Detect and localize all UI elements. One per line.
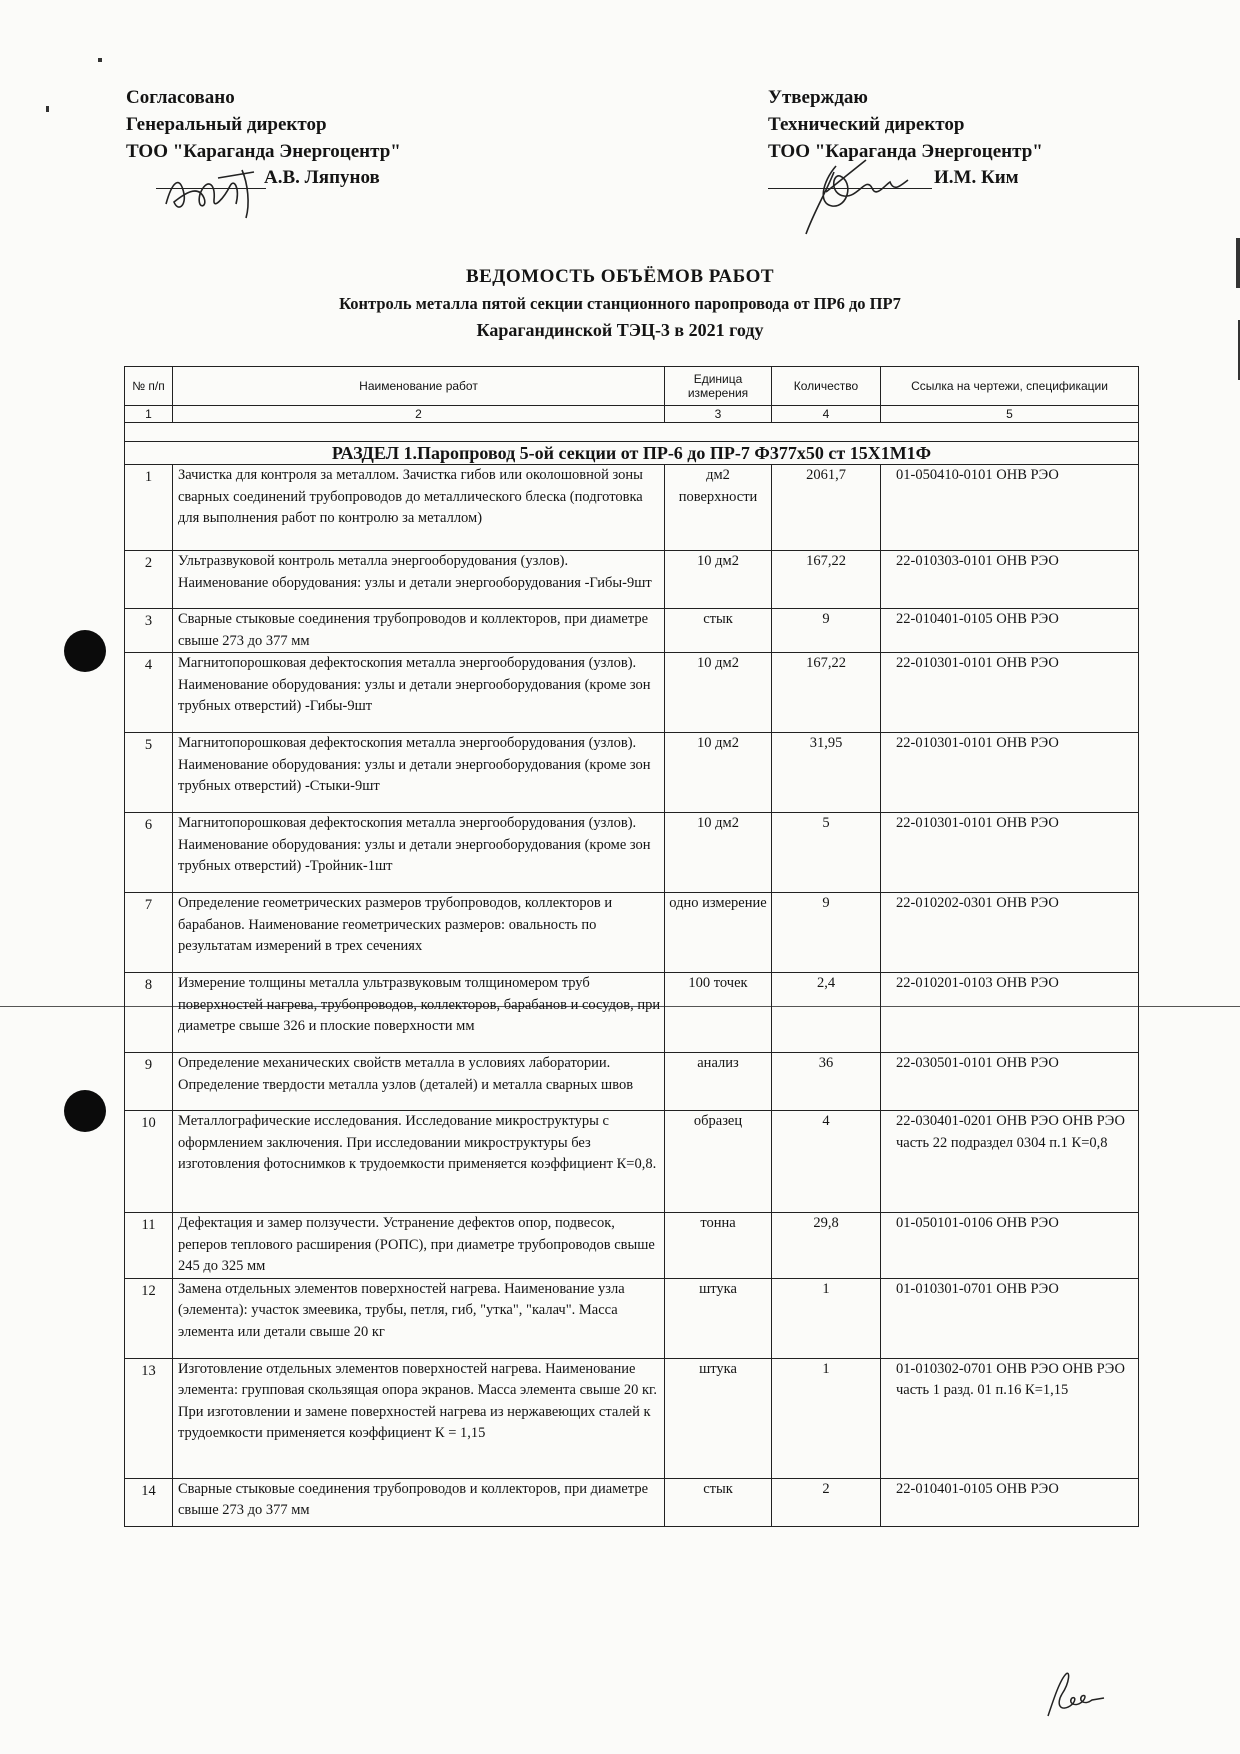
row-unit: анализ [665,1053,772,1111]
agreed-company: ТОО "Караганда Энергоцентр" [126,141,401,162]
punch-hole [64,630,106,672]
row-quantity: 1 [772,1358,881,1478]
row-number: 2 [125,551,173,609]
row-unit: штука [665,1358,772,1478]
header-ref: Ссылка на чертежи, спецификации [881,367,1139,406]
row-work-name: Ультразвуковой контроль металла энергооборудования (узлов). Наименование оборудования: узлы и детали энергооборудования -Гибы-9шт [173,551,665,609]
row-reference: 01-010301-0701 ОНВ РЭО [881,1278,1139,1358]
table-row [125,1358,1139,1478]
row-reference: 01-010302-0701 ОНВ РЭО ОНВ РЭО часть 1 разд. 01 п.16 К=1,15 [881,1358,1139,1478]
table-row [125,1053,1139,1111]
row-reference: 22-010301-0101 ОНВ РЭО [881,733,1139,813]
row-unit: одно измерение [665,893,772,973]
row-work-name: Магнитопорошковая дефектоскопия металла энергооборудования (узлов). Наименование оборудования: узлы и детали энергооборудования (кроме зон трубных отверстий) -Тройник-1шт [173,813,665,893]
signature-left [158,164,268,224]
row-work-name: Магнитопорошковая дефектоскопия металла энергооборудования (узлов). Наименование оборудования: узлы и детали энергооборудования (кроме зон трубных отверстий) -Гибы-9шт [173,653,665,733]
row-quantity: 167,22 [772,551,881,609]
row-reference: 22-010301-0101 ОНВ РЭО [881,653,1139,733]
approved-label: Утверждаю [768,87,868,108]
row-work-name: Измерение толщины металла ультразвуковым толщиномером труб поверхностей нагрева, трубопроводов, коллекторов, барабанов и сосудов, при диаметре свыше 326 и плоские поверхности мм [173,973,665,1053]
table-row [125,465,1139,551]
column-number: 3 [665,406,772,423]
table-row [125,551,1139,609]
signature-right [796,152,926,240]
row-work-name: Определение механических свойств металла в условиях лаборатории. Определение твердости металла узлов (деталей) и металла сварных швов [173,1053,665,1111]
row-number: 13 [125,1358,173,1478]
row-number: 10 [125,1111,173,1213]
row-quantity: 4 [772,1111,881,1213]
row-quantity: 9 [772,893,881,973]
row-work-name: Замена отдельных элементов поверхностей нагрева. Наименование узла (элемента): участок змеевика, трубы, петля, гиб, "утка", "калач". Масса элемента или детали свыше 20 кг [173,1278,665,1358]
row-quantity: 29,8 [772,1213,881,1279]
row-number: 8 [125,973,173,1053]
row-reference: 22-010303-0101 ОНВ РЭО [881,551,1139,609]
initials-signature [1040,1668,1110,1722]
row-unit: штука [665,1278,772,1358]
table-row [125,733,1139,813]
table-row [125,893,1139,973]
table-row [125,973,1139,1053]
row-work-name: Сварные стыковые соединения трубопроводов и коллекторов, при диаметре свыше 273 до 377 мм [173,1478,665,1526]
row-reference: 22-010401-0105 ОНВ РЭО [881,609,1139,653]
row-reference: 22-030501-0101 ОНВ РЭО [881,1053,1139,1111]
agreed-label: Согласовано [126,87,235,108]
row-quantity: 2 [772,1478,881,1526]
agreed-signer-name: А.В. Ляпунов [264,167,380,188]
row-unit: тонна [665,1213,772,1279]
approved-position: Технический директор [768,114,965,135]
row-number: 5 [125,733,173,813]
row-quantity: 2,4 [772,973,881,1053]
column-number-row [125,406,1139,423]
row-unit: стык [665,609,772,653]
row-work-name: Изготовление отдельных элементов поверхностей нагрева. Наименование элемента: групповая скользящая опора экранов. Масса элемента свыше 20 кг. При изготовлении и замене поверхностей нагрева из нержавеющих сталей к трудоемкости применяется коэффициент К = 1,15 [173,1358,665,1478]
section-title: РАЗДЕЛ 1.Паропровод 5-ой секции от ПР-6 до ПР-7 Ф377х50 ст 15Х1М1Ф [125,442,1139,465]
row-quantity: 5 [772,813,881,893]
table-row [125,609,1139,653]
table-row [125,653,1139,733]
row-quantity: 36 [772,1053,881,1111]
row-quantity: 31,95 [772,733,881,813]
column-number: 2 [173,406,665,423]
row-quantity: 1 [772,1278,881,1358]
table-row [125,1111,1139,1213]
table-row [125,1478,1139,1526]
row-work-name: Дефектация и замер ползучести. Устранение дефектов опор, подвесок, реперов теплового расширения (РОПС), при диаметре трубопроводов свыше 245 до 325 мм [173,1213,665,1279]
row-unit: образец [665,1111,772,1213]
row-reference: 22-010202-0301 ОНВ РЭО [881,893,1139,973]
row-quantity: 9 [772,609,881,653]
document-subtitle: Контроль металла пятой секции станционного паропровода от ПР6 до ПР7 [339,294,901,313]
spacer-row [125,423,1139,442]
row-reference: 22-030401-0201 ОНВ РЭО ОНВ РЭО часть 22 подраздел 0304 п.1 К=0,8 [881,1111,1139,1213]
agreed-position: Генеральный директор [126,114,327,135]
row-number: 7 [125,893,173,973]
document-title: ВЕДОМОСТЬ ОБЪЁМОВ РАБОТ [465,266,775,287]
row-quantity: 167,22 [772,653,881,733]
row-quantity: 2061,7 [772,465,881,551]
row-number: 6 [125,813,173,893]
table-row [125,1213,1139,1279]
table-row [125,813,1139,893]
approved-company: ТОО "Караганда Энергоцентр" [768,141,1043,162]
row-number: 4 [125,653,173,733]
row-number: 12 [125,1278,173,1358]
works-table [124,366,1139,1527]
header-no: № п/п [125,367,173,406]
row-work-name: Магнитопорошковая дефектоскопия металла энергооборудования (узлов). Наименование оборудования: узлы и детали энергооборудования (кроме зон трубных отверстий) -Стыки-9шт [173,733,665,813]
row-work-name: Металлографические исследования. Исследование микроструктуры с оформлением заключения. При исследовании микроструктуры без изготовления фотоснимков к трудоемкости применяется коэффициент К=0,8. [173,1111,665,1213]
row-unit: 10 дм2 [665,653,772,733]
section-row [125,442,1139,465]
row-unit: стык [665,1478,772,1526]
document-subtitle-year: Карагандинской ТЭЦ-3 в 2021 году [476,320,764,340]
row-reference: 01-050101-0106 ОНВ РЭО [881,1213,1139,1279]
table-header-row [125,367,1139,406]
column-number: 1 [125,406,173,423]
scan-speck [46,106,49,112]
row-unit: 10 дм2 [665,813,772,893]
row-reference: 01-050410-0101 ОНВ РЭО [881,465,1139,551]
row-unit: 10 дм2 [665,733,772,813]
row-reference: 22-010401-0105 ОНВ РЭО [881,1478,1139,1526]
row-reference: 22-010301-0101 ОНВ РЭО [881,813,1139,893]
column-number: 5 [881,406,1139,423]
row-number: 14 [125,1478,173,1526]
row-number: 11 [125,1213,173,1279]
row-work-name: Зачистка для контроля за металлом. Зачистка гибов или околошовной зоны сварных соединений трубопроводов до металлического блеска (подготовка для выполнения работ по контролю за металлом) [173,465,665,551]
header-qty: Количество [772,367,881,406]
header-name: Наименование работ [173,367,665,406]
column-number: 4 [772,406,881,423]
row-number: 3 [125,609,173,653]
row-work-name: Определение геометрических размеров трубопроводов, коллекторов и барабанов. Наименование геометрических размеров: овальность по результатам измерений в трех сечениях [173,893,665,973]
scan-speck [98,58,102,62]
row-number: 1 [125,465,173,551]
punch-hole [64,1090,106,1132]
header-unit: Единица измерения [665,367,772,406]
row-unit: 100 точек [665,973,772,1053]
row-work-name: Сварные стыковые соединения трубопроводов и коллекторов, при диаметре свыше 273 до 377 мм [173,609,665,653]
row-reference: 22-010201-0103 ОНВ РЭО [881,973,1139,1053]
table-row [125,1278,1139,1358]
row-number: 9 [125,1053,173,1111]
row-unit: 10 дм2 [665,551,772,609]
approved-signer-name: И.М. Ким [934,167,1019,188]
row-unit: дм2 поверхности [665,465,772,551]
